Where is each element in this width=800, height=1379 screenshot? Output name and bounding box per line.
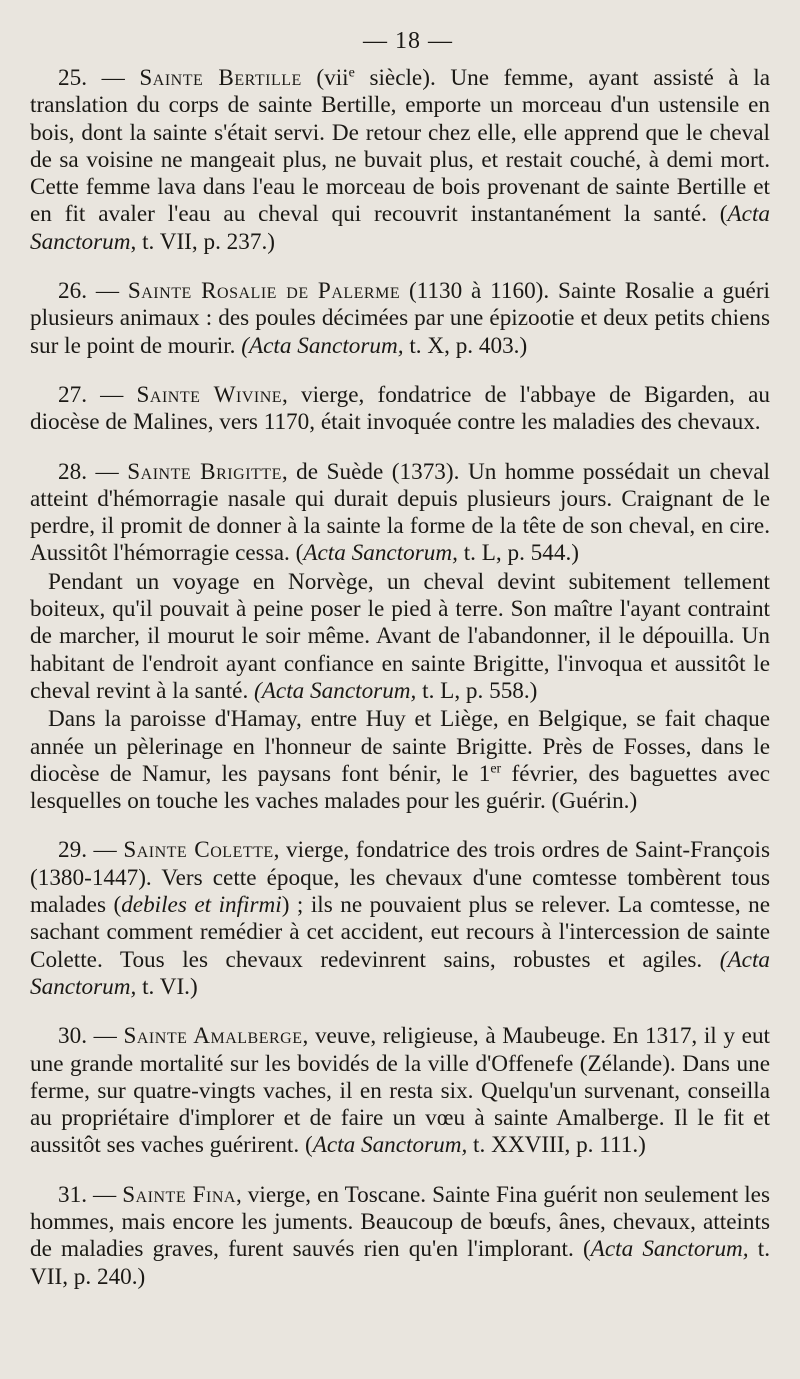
saint-name: Sainte Amalberge [123, 1023, 303, 1050]
entry-continuation-paragraph [30, 569, 770, 705]
entry-paragraph [30, 459, 770, 568]
saint-entry [30, 1023, 770, 1159]
saint-name: Sainte Bertille [139, 65, 302, 91]
saint-name: Sainte Fina [122, 1181, 236, 1208]
body-text: , vierge, en Toscane. Sainte Fina guérit non seulement les hommes, mais encore les juments. Beaucoup de bœufs, ânes, chevaux, atteints de maladies graves, furent sauvés rien qu'en l'implorant. ( [30, 1181, 770, 1263]
entry-paragraph [30, 382, 770, 437]
saint-entry [30, 65, 770, 256]
entry-paragraph [30, 1182, 770, 1291]
body-text: (vii [301, 65, 349, 91]
body-text: Dans la paroisse d'Hamay, entre Huy et Liège, en Belgique, se fait chaque année un pèlerinage en l'honneur de sainte Brigitte. Près de Fosses, dans le diocèse de Namur, les paysans font bénir, le 1 [30, 706, 770, 787]
saint-entry [30, 382, 770, 437]
entry-number: 29. — [58, 837, 124, 864]
superscript-text: e [348, 65, 355, 81]
saint-name: Sainte Colette [123, 837, 274, 864]
citation-source: (Acta Sanctorum, [241, 332, 404, 359]
entry-number: 30. — [58, 1023, 124, 1050]
body-text: , vierge, fondatrice des trois ordres de Saint-François (1380-1447). Vers cette époque, les chevaux d'une comtesse tombèrent tous malades ( [30, 837, 770, 919]
body-text: t. L, p. 558.) [416, 677, 538, 704]
citation-source: debiles et infirmi [121, 892, 282, 919]
body-text: t. L, p. 544.) [457, 540, 579, 567]
entry-number: 31. — [58, 1181, 123, 1208]
entry-number: 25. — [58, 65, 140, 91]
body-text: siècle). Une femme, ayant assisté à la translation du corps de sainte Bertille, emporte un morceau d'un ustensile en bois, dont la sainte s'était servi. De retour chez elle, elle apprend que le cheval de sa voisine ne mangeait plus, ne buvait plus, et restait couché, à demi mort. Cette femme lava dans l'eau le morceau de bois provenant de sainte Bertille et en fit avaler l'eau au cheval qui recouvrit instantanément la santé. ( [30, 65, 771, 228]
citation-source: (Acta Sanctorum, [30, 946, 770, 1000]
entry-paragraph [30, 837, 770, 1001]
saint-entry [30, 837, 770, 1001]
body-text: Pendant un voyage en Norvège, un cheval devint subitement tellement boiteux, qu'il pouvait à peine poser le pied à terre. Son maître l'ayant contraint de marcher, il mourut le soir même. Avant de l'abandonner, il le dépouilla. Un habitant de l'endroit ayant confiance en sainte Brigitte, l'invoqua et aussitôt le cheval revint à la santé. [30, 568, 770, 704]
citation-source: Acta Sanctorum, [590, 1236, 749, 1263]
citation-source: Acta Sanctorum, [312, 1132, 468, 1159]
entry-paragraph [30, 1023, 770, 1159]
entry-number: 26. — [58, 278, 128, 305]
body-text: (1130 à 1160). Sainte Rosalie a guéri plusieurs animaux : des poules décimées par une épizootie et deux petits chiens sur le point de mourir. [30, 278, 770, 359]
body-text: t. VI.) [136, 973, 198, 1000]
body-text: ) ; ils ne pouvaient plus se relever. La comtesse, ne sachant comment remédier à cet accident, eut recours à l'intercession de sainte Colette. Tous les chevaux redevinrent sains, robustes et agiles. [30, 892, 770, 973]
entry-paragraph [30, 65, 770, 256]
saint-entry [30, 278, 770, 360]
entry-number: 28. — [58, 458, 128, 485]
entry-continuation-paragraph [30, 706, 770, 815]
body-text: t. XXVIII, p. 111.) [467, 1132, 646, 1159]
citation-source: Acta Sanctorum, [303, 540, 458, 567]
body-text: février, des baguettes avec lesquelles on touche les vaches malades pour les guérir. (Guérin.) [30, 760, 770, 815]
saint-name: Sainte Rosalie de Palerme [127, 278, 401, 305]
body-text: , veuve, religieuse, à Maubeuge. En 1317, il y eut une grande mortalité sur les bovidés de la ville d'Offenefe (Zélande). Dans une ferme, sur quatre-vingts vaches, il en resta six. Quelqu'un survenant, conseilla au propriétaire d'implorer et de faire un vœu à sainte Amalberge. Il le fit et aussitôt ses vaches guérirent. ( [30, 1023, 770, 1159]
citation-source: (Acta Sanctorum, [254, 677, 417, 704]
citation-source: Acta Sanctorum [30, 201, 770, 255]
saint-name: Sainte Brigitte [127, 458, 282, 485]
page-number: — 18 — [363, 28, 453, 54]
body-text: t. VII, p. 240.) [30, 1236, 770, 1290]
body-text: , t. VII, p. 237.) [130, 228, 275, 255]
entry-paragraph [30, 278, 770, 360]
saint-entry [30, 1182, 770, 1291]
entries-list [30, 65, 770, 1291]
body-text: , de Suède (1373). Un homme possédait un cheval atteint d'hémorragie nasale qui durait depuis plusieurs jours. Craignant de le perdre, il promit de donner à la sainte la forme de la tête de son cheval, en cire. Aussitôt l'hémorragie cessa. ( [30, 458, 770, 567]
entry-number: 27. — [58, 381, 137, 408]
body-text: , vierge, fondatrice de l'abbaye de Bigarden, au diocèse de Malines, vers 1170, était invoquée contre les maladies des chevaux. [30, 381, 770, 436]
saint-entry [30, 459, 770, 816]
superscript-text: er [490, 761, 502, 777]
saint-name: Sainte Wivine [136, 381, 283, 408]
body-text: t. X, p. 403.) [403, 332, 528, 359]
